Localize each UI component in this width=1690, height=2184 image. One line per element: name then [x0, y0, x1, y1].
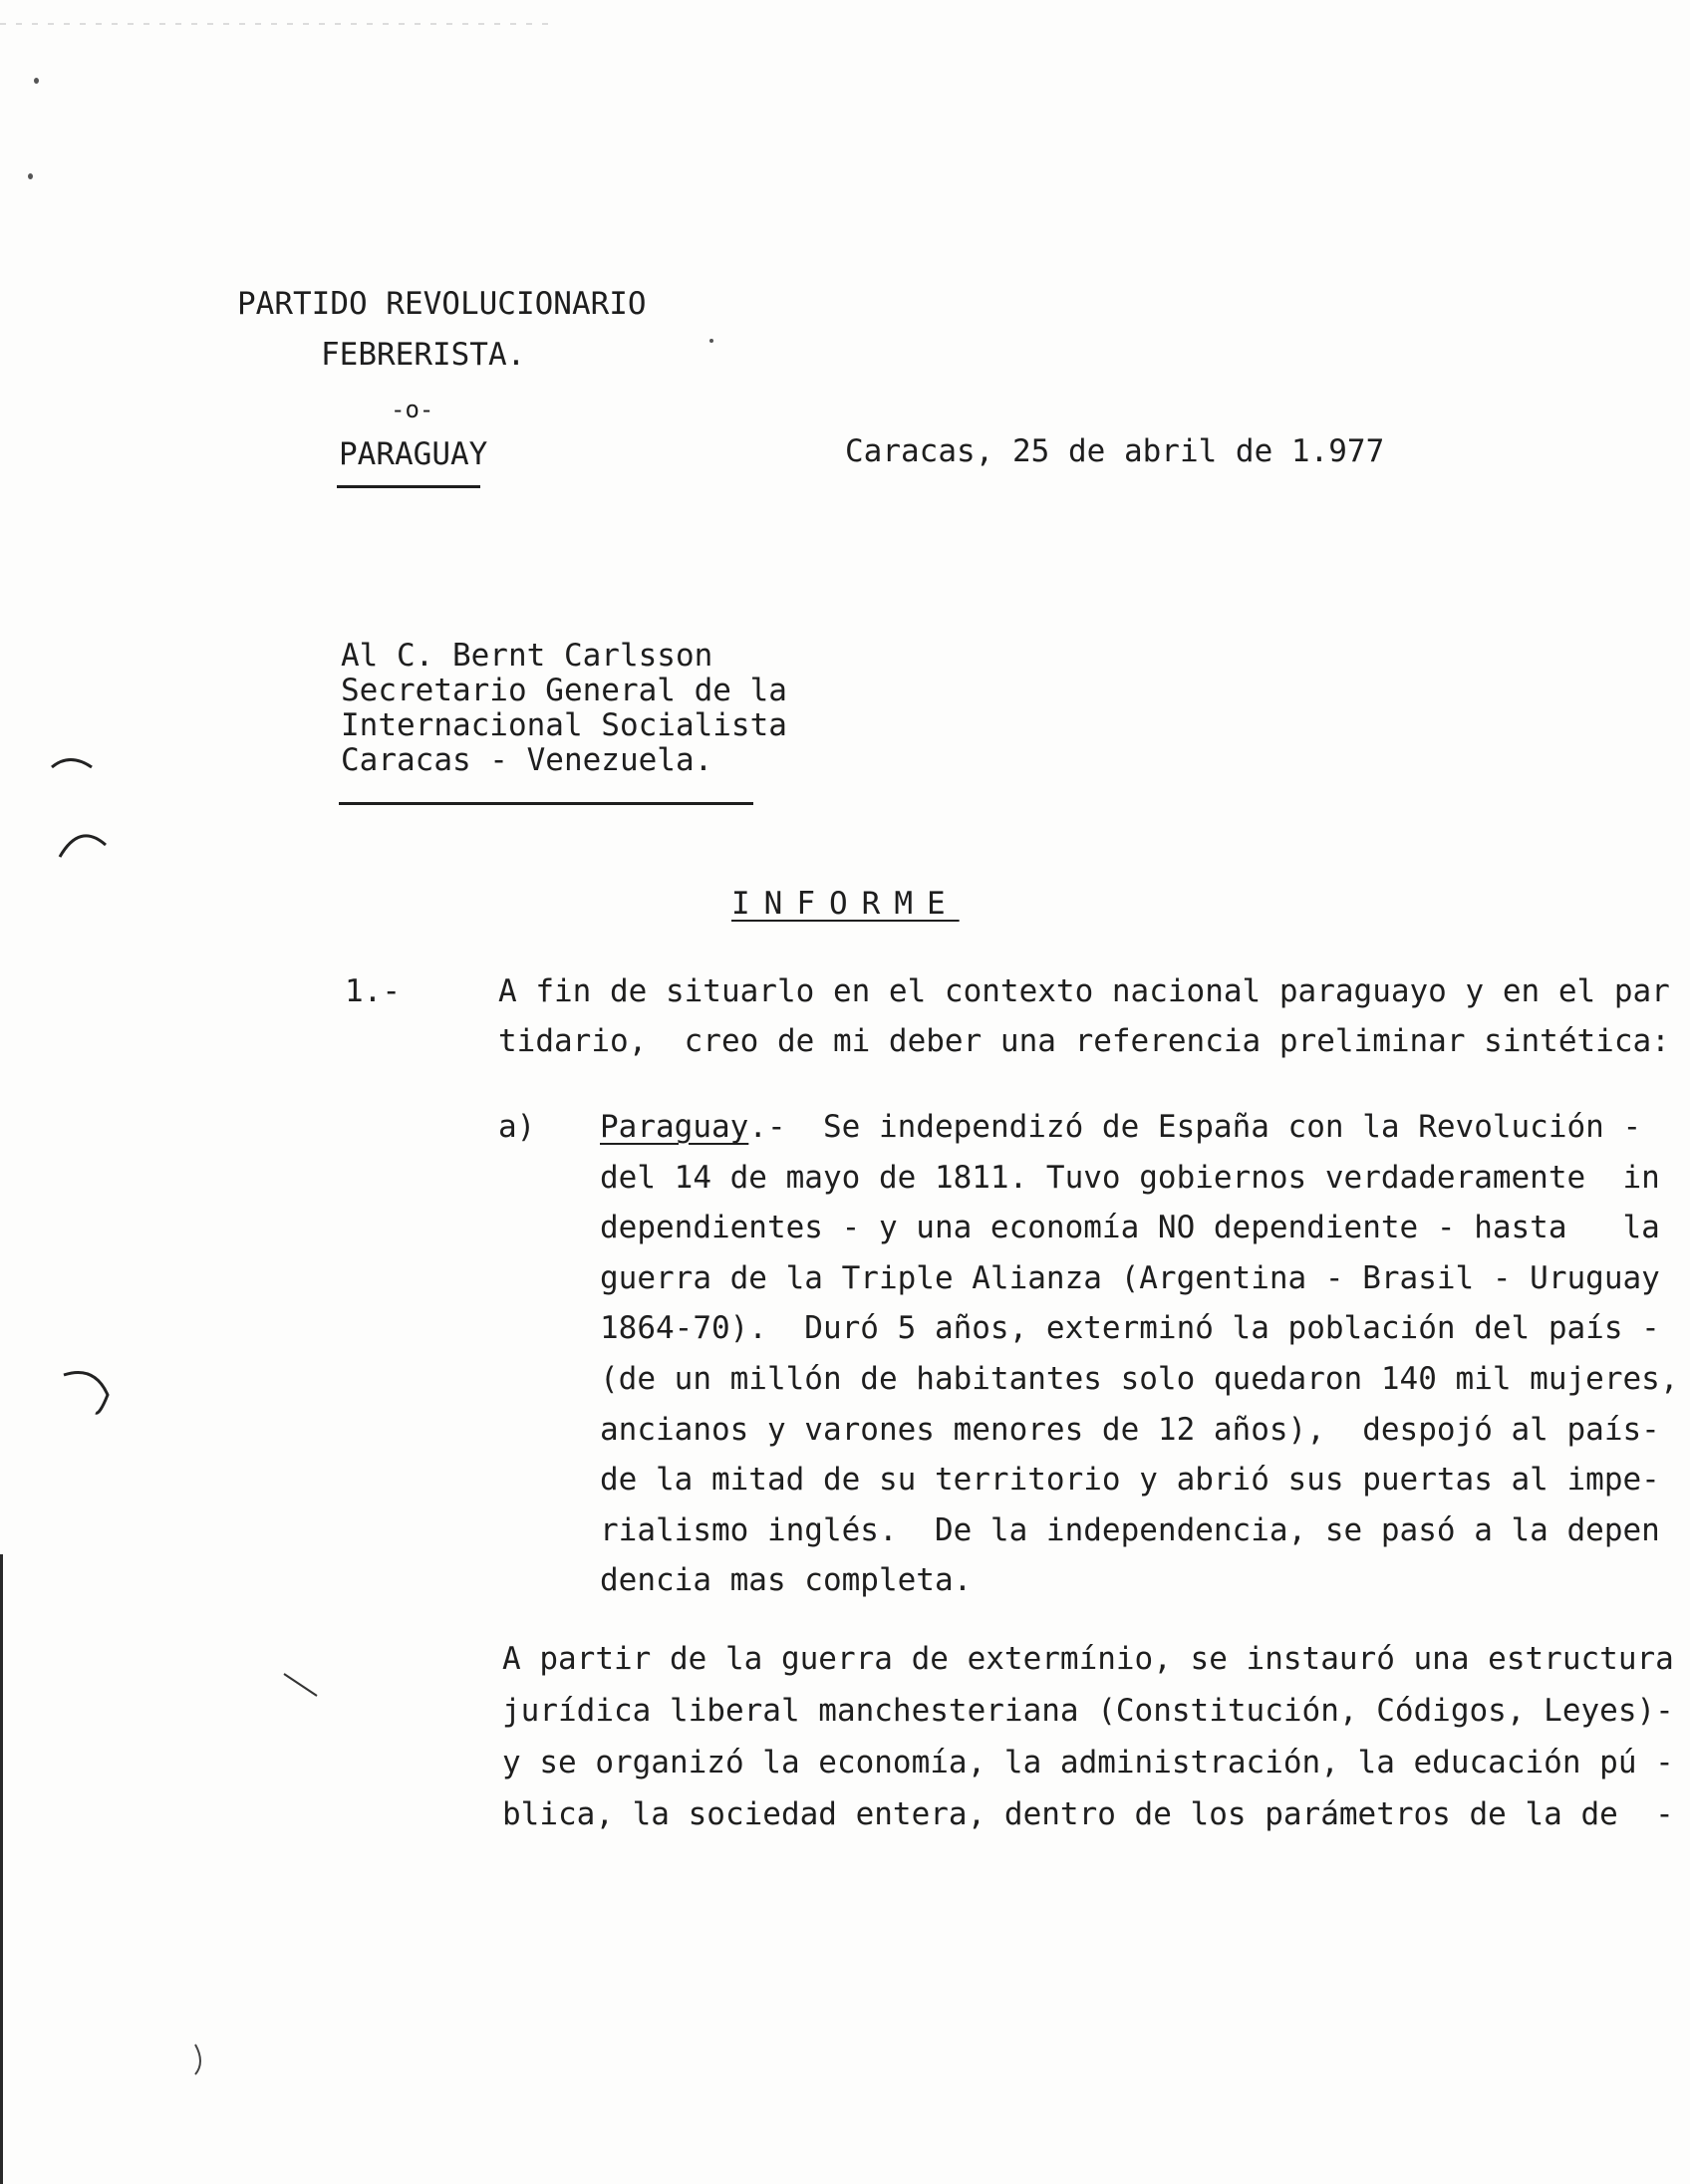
paragraph-line: jurídica liberal manchesteriana (Constitución, Códigos, Leyes)-: [502, 1693, 1674, 1729]
item-a-line: dependientes - y una economía NO dependiente - hasta la: [600, 1210, 1660, 1245]
item-a-line: del 14 de mayo de 1811. Tuvo gobiernos verdaderamente in: [600, 1160, 1660, 1196]
item-a-line: rialismo inglés. De la independencia, se pasó a la depen: [600, 1512, 1660, 1548]
item-a-line: (de un millón de habitantes solo quedaron 140 mil mujeres,: [600, 1361, 1679, 1397]
section1-line: A fin de situarlo en el contexto nacional paraguayo y en el par: [498, 973, 1670, 1009]
speck: [28, 173, 33, 179]
letterhead-line1: PARTIDO REVOLUCIONARIO: [237, 286, 647, 322]
section1-line: tidario, creo de mi deber una referencia preliminar sintética:: [498, 1023, 1670, 1059]
document-title: INFORME: [731, 886, 960, 922]
item-a-line: guerra de la Triple Alianza (Argentina - Brasil - Uruguay: [600, 1260, 1660, 1296]
letterhead-separator: -o-: [391, 396, 434, 423]
item-a-line: de la mitad de su territorio y abrió sus puertas al impe-: [600, 1462, 1660, 1498]
section-number: 1.-: [345, 973, 401, 1009]
recipient-line3: Internacional Socialista: [341, 707, 787, 743]
speck: [34, 78, 39, 84]
paragraph-line: blica, la sociedad entera, dentro de los parámetros de la de -: [502, 1796, 1674, 1832]
letterhead-country: PARAGUAY: [339, 436, 488, 472]
letterhead-line2: FEBRERISTA.: [321, 337, 526, 373]
item-a-line: dencia mas completa.: [600, 1562, 973, 1598]
item-first-line-rest: Se independizó de España con la Revolución -: [785, 1109, 1642, 1145]
item-heading-suffix: .-: [748, 1109, 786, 1145]
item-a-line: ancianos y varones menores de 12 años), despojó al país-: [600, 1412, 1660, 1448]
item-a-first-line: [600, 1108, 1641, 1146]
recipient-line1: Al C. Bernt Carlsson: [341, 638, 713, 674]
letter-date: Caracas, 25 de abril de 1.977: [845, 433, 1385, 469]
recipient-underline: [339, 802, 753, 805]
recipient-line4: Caracas - Venezuela.: [341, 742, 713, 778]
paragraph-line: y se organizó la economía, la administración, la educación pú -: [502, 1745, 1674, 1780]
country-underline: [337, 485, 480, 488]
speck: [709, 339, 713, 343]
item-a-line: 1864-70). Duró 5 años, exterminó la población del país -: [600, 1310, 1660, 1346]
item-marker: a): [498, 1109, 536, 1145]
paragraph-line: A partir de la guerra de extermínio, se instauró una estructura: [502, 1641, 1674, 1677]
item-heading: Paraguay: [600, 1109, 749, 1145]
recipient-line2: Secretario General de la: [341, 673, 787, 708]
